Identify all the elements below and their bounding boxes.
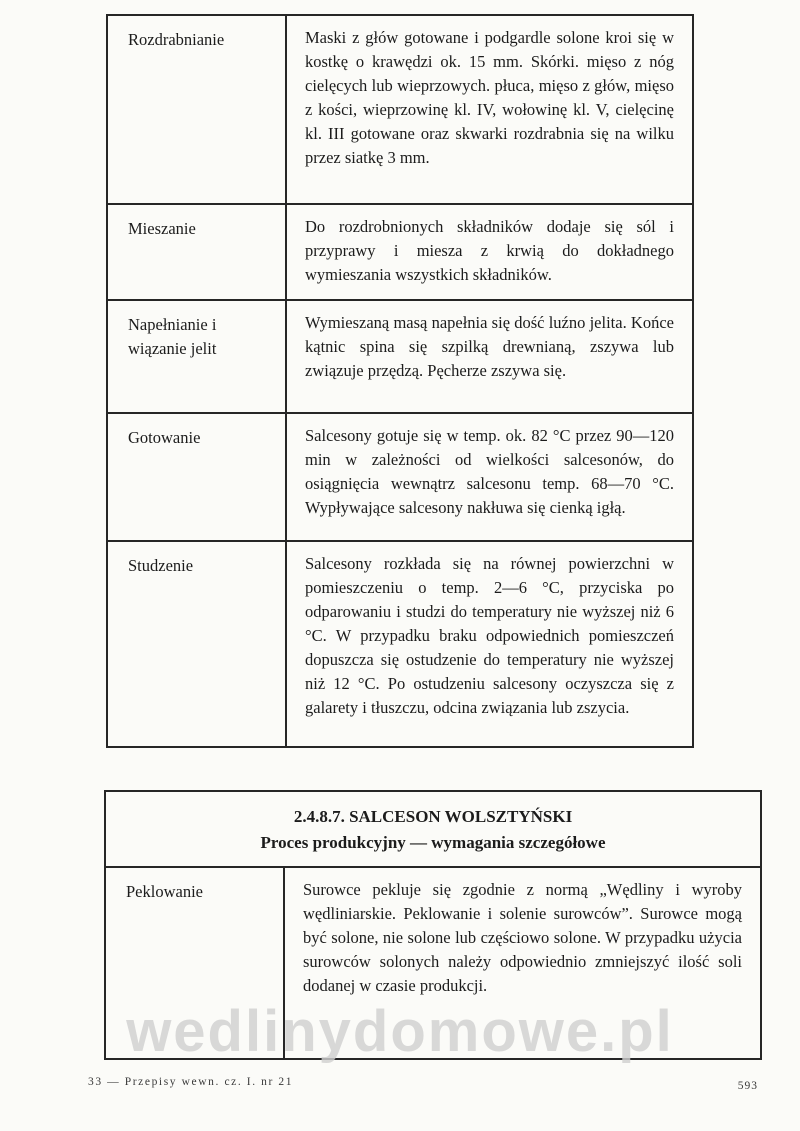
process-name: Gotowanie xyxy=(108,414,287,540)
process-table-salceson xyxy=(106,14,694,748)
process-name: Studzenie xyxy=(108,542,287,746)
process-description: Do rozdrobnionych składników dodaje się sól i przyprawy i miesza z krwią do dokładnego wymieszania wszystkich składników. xyxy=(305,217,674,284)
page-number: 593 xyxy=(737,1080,758,1092)
process-description: Wymieszaną masą napełnia się dość luźno jelita. Końce kątnic spina się szpilką drewnianą, zszywa lub związuje przędzą. Pęcherze zszywa się. xyxy=(305,313,674,380)
table-row xyxy=(108,540,692,746)
process-description: Salcesony rozkłada się na równej powierzchni w pomieszczeniu o temp. 2—6 °C, przyciska po odparowaniu i studzi do temperatury nie wyższej niż 6 °C. W przypadku braku odpowiednich pomieszczeń dopuszcza się ostudzenie do temperatury nie wyższej niż 12 °C. Po ostudzeniu salcesony oczyszcza się z galarety i tłuszczu, odcina związania lub zszycia. xyxy=(305,554,674,717)
process-description: Salcesony gotuje się w temp. ok. 82 °C przez 90—120 min w zależności od wielkości salcesonów, do osiągnięcia wewnątrz salcesonu temp. 68—70 °C. Wypływające salcesony nakłuwa się cienką igłą. xyxy=(305,426,674,517)
process-table-salceson-wolsztynski xyxy=(104,790,762,1060)
section-subtitle: Proces produkcyjny — wymagania szczegółowe xyxy=(260,833,606,852)
process-name: Napełnianie i wiązanie jelit xyxy=(108,301,287,412)
table-row xyxy=(108,299,692,412)
process-name: Rozdrabnianie xyxy=(108,16,287,203)
process-name: Mieszanie xyxy=(108,205,287,299)
process-description: Surowce pekluje się zgodnie z normą „Wędliny i wyroby wędliniarskie. Peklowanie i solenie surowców”. Surowce mogą być solone, nie solone lub częściowo solone. W przypadku użycia surowców solonych należy odpowiednio zmniejszyć ilość soli dodanej w czasie produkcji. xyxy=(303,880,742,995)
table-row xyxy=(108,16,692,203)
table-row xyxy=(108,203,692,299)
process-name: Peklowanie xyxy=(106,868,285,1058)
process-description: Maski z głów gotowane i podgardle solone kroi się w kostkę o krawędzi ok. 15 mm. Skórki. mięso z nóg cielęcych lub wieprzowych. płuca, mięso z głów, mięso z kości, wieprzowinę kl. IV, wołowinę kl. V, cielęcinę kl. III gotowane oraz skwarki rozdrabnia się na wilku przez siatkę 3 mm. xyxy=(305,28,674,167)
footer-note: 33 — Przepisy wewn. cz. I. nr 21 xyxy=(88,1076,294,1088)
table-row xyxy=(108,412,692,540)
section-number-title: 2.4.8.7. SALCESON WOLSZTYŃSKI xyxy=(293,807,573,826)
section-header xyxy=(106,792,760,866)
table-row xyxy=(106,866,760,1058)
watermark-text: wedlinydomowe.pl xyxy=(126,999,674,1064)
